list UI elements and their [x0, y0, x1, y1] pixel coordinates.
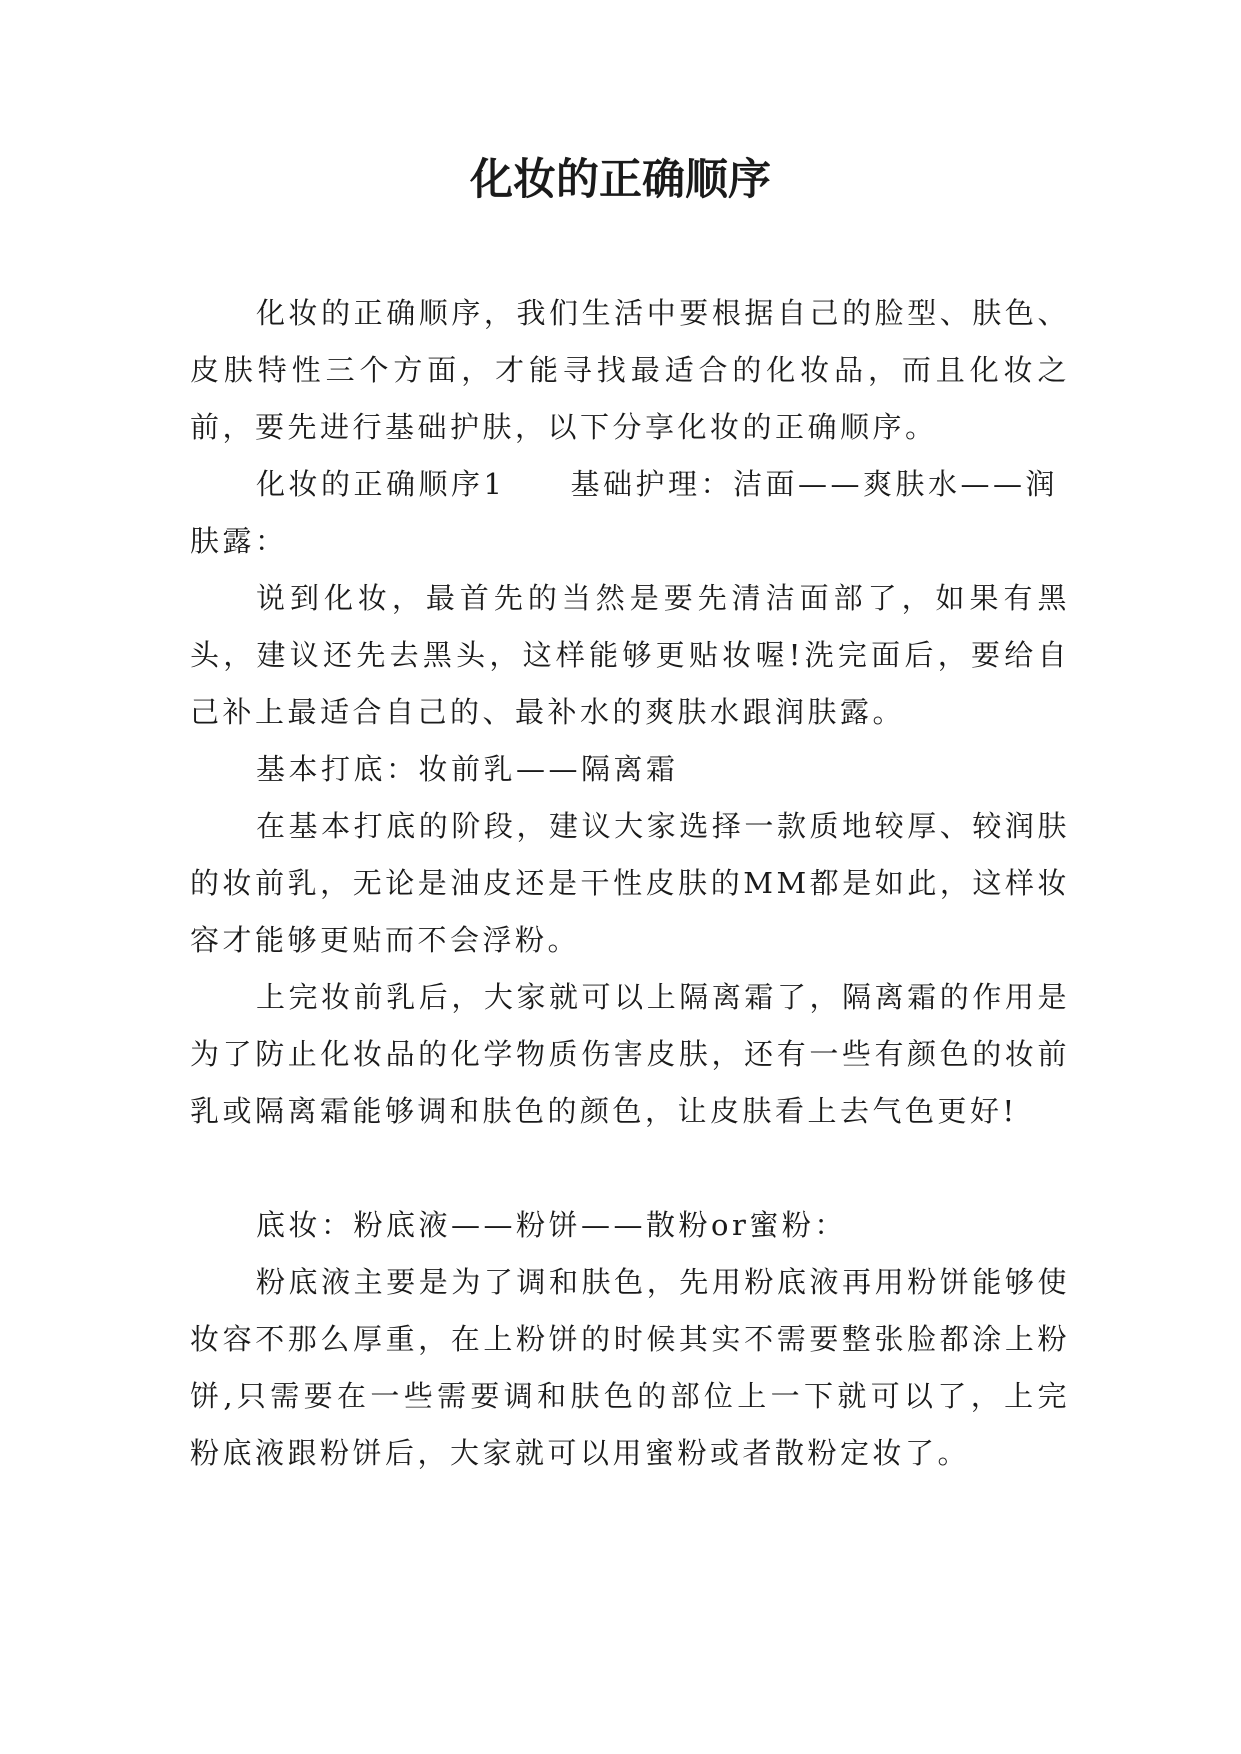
- document-body: [190, 285, 1070, 1482]
- paragraph-gap: [190, 1140, 1070, 1197]
- paragraph-cleansing: 说到化妆，最首先的当然是要先清洁面部了，如果有黑头，建议还先去黑头，这样能够更贴妆喔!洗完面后，要给自己补上最适合自己的、最补水的爽肤水跟润肤露。: [190, 581, 1070, 729]
- paragraph-intro: 化妆的正确顺序，我们生活中要根据自己的脸型、肤色、皮肤特性三个方面，才能寻找最适合的化妆品，而且化妆之前，要先进行基础护肤，以下分享化妆的正确顺序。: [190, 296, 1070, 444]
- section-heading-primer: 基本打底：妆前乳——隔离霜: [256, 752, 679, 786]
- section-heading-basic-care: 化妆的正确顺序1 基础护理：洁面——爽肤水——润肤露：: [190, 467, 1058, 558]
- section-heading-foundation: 底妆：粉底液——粉饼——散粉or蜜粉：: [256, 1208, 847, 1242]
- paragraph-primer: 在基本打底的阶段，建议大家选择一款质地较厚、较润肤的妆前乳，无论是油皮还是干性皮肤的MM都是如此，这样妆容才能够更贴而不会浮粉。: [190, 809, 1070, 957]
- document-title: 化妆的正确顺序: [470, 155, 771, 205]
- paragraph-foundation: 粉底液主要是为了调和肤色，先用粉底液再用粉饼能够使妆容不那么厚重，在上粉饼的时候其实不需要整张脸都涂上粉饼,只需要在一些需要调和肤色的部位上一下就可以了，上完粉底液跟粉饼后，大家就可以用蜜粉或者散粉定妆了。: [190, 1265, 1070, 1470]
- paragraph-isolation-cream: 上完妆前乳后，大家就可以上隔离霜了，隔离霜的作用是为了防止化妆品的化学物质伤害皮肤，还有一些有颜色的妆前乳或隔离霜能够调和肤色的颜色，让皮肤看上去气色更好!: [190, 980, 1070, 1128]
